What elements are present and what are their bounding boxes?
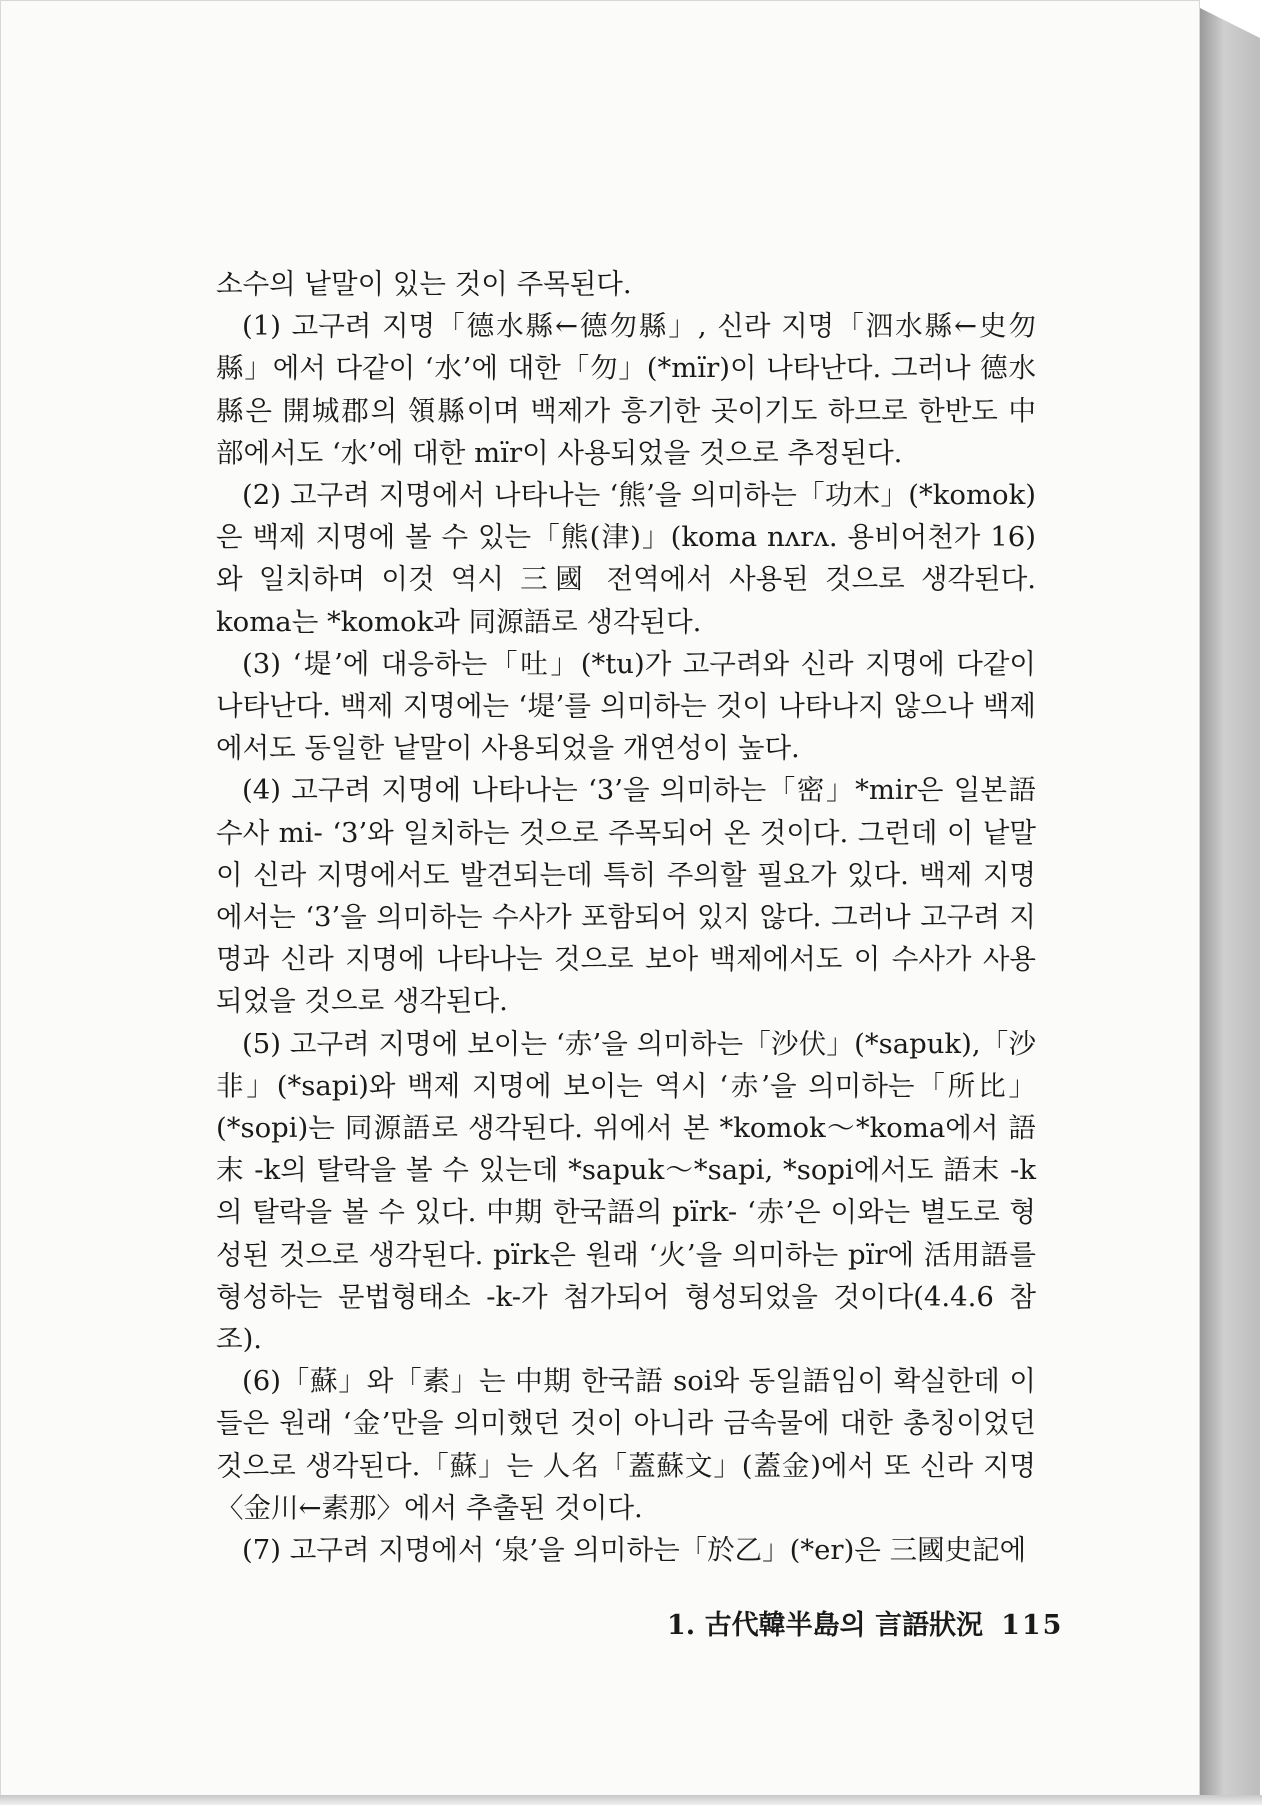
- paragraph-5: (5) 고구려 지명에 보이는 ‘赤’을 의미하는「沙伏」(*sapuk),「沙非」(*sapi)와 백제 지명에 보이는 역시 ‘赤’을 의미하는「所比」(*sopi)는 同源語로 생각된다. 위에서 본 *komok～*koma에서 語末 -k의 탈락을 볼 수 있는데 *sapuk～*sapi, *sopi에서도 語末 -k의 탈락을 볼 수 있다. 中期 한국語의 pïrk- ‘赤’은 이와는 별도로 형성된 것으로 생각된다. pïrk은 원래 ‘火’을 의미하는 pïr에 活用語를 형성하는 문법형태소 -k-가 첨가되어 형성되었을 것이다(4.4.6 참조).: [216, 1027, 1036, 1356]
- body-text: [216, 263, 1036, 1571]
- paragraph-continuation: 소수의 낱말이 있는 것이 주목된다.: [216, 268, 632, 300]
- running-head: 1. 古代韓半島의 言語狀況: [667, 1610, 984, 1641]
- paragraph-6: (6)「蘇」와「素」는 中期 한국語 soi와 동일語임이 확실한데 이들은 원래 ‘金’만을 의미했던 것이 아니라 금속물에 대한 총칭이었던 것으로 생각된다.「蘇」는 人名「蓋蘇文」(蓋金)에서 또 신라 지명〈金川←素那〉에서 추출된 것이다.: [216, 1365, 1036, 1524]
- page-footer: [667, 1603, 1064, 1642]
- book-spine: [1200, 8, 1260, 1800]
- paragraph-1: (1) 고구려 지명「德水縣←德勿縣」, 신라 지명「泗水縣←史勿縣」에서 다같이 ‘水’에 대한「勿」(*mïr)이 나타난다. 그러나 德水縣은 開城郡의 領縣이며 백제가 흥기한 곳이기도 하므로 한반도 中部에서도 ‘水’에 대한 mïr이 사용되었을 것으로 추정된다.: [216, 310, 1036, 469]
- paragraph-3: (3) ‘堤’에 대응하는「吐」(*tu)가 고구려와 신라 지명에 다같이 나타난다. 백제 지명에는 ‘堤’를 의미하는 것이 나타나지 않으나 백제에서도 동일한 낱말이 사용되었을 개연성이 높다.: [216, 647, 1036, 765]
- book-edge: [0, 1795, 1262, 1805]
- paragraph-7: (7) 고구려 지명에서 ‘泉’을 의미하는「於乙」(*er)은 三國史記에: [242, 1534, 1027, 1567]
- paragraph-4: (4) 고구려 지명에 나타나는 ‘3’을 의미하는「密」*mir은 일본語 수사 mi- ‘3’와 일치하는 것으로 주목되어 온 것이다. 그런데 이 낱말이 신라 지명에서도 발견되는데 특히 주의할 필요가 있다. 백제 지명에서는 ‘3’을 의미하는 수사가 포함되어 있지 않다. 그러나 고구려 지명과 신라 지명에 나타나는 것으로 보아 백제에서도 이 수사가 사용되었을 것으로 생각된다.: [216, 774, 1036, 1018]
- paragraph-2: (2) 고구려 지명에서 나타나는 ‘熊’을 의미하는「功木」(*komok)은 백제 지명에 볼 수 있는「熊(津)」(koma nʌrʌ. 용비어천가 16)와 일치하며 이것 역시 三國 전역에서 사용된 것으로 생각된다. koma는 *komok과 同源語로 생각된다.: [216, 479, 1036, 638]
- page-number: 115: [1001, 1610, 1064, 1641]
